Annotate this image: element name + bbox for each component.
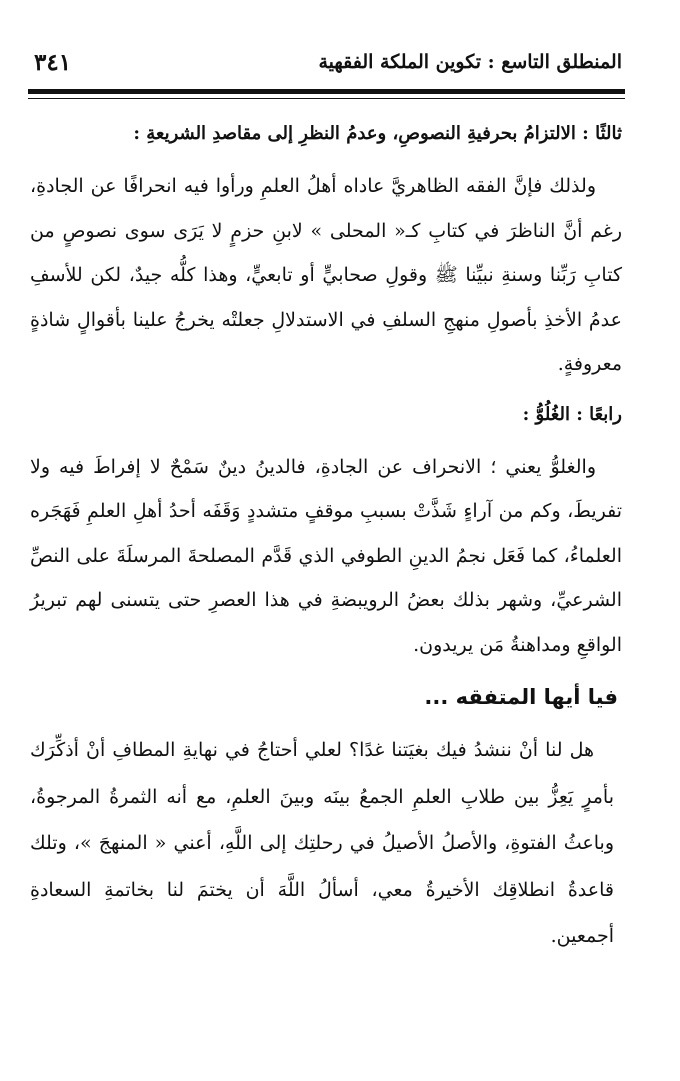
subhead-section-three: ثالثًا : الالتزامُ بحرفيةِ النصوصِ، وعدمُ النظرِ إلى مقاصدِ الشريعةِ : — [133, 123, 622, 144]
closing-heading: فيا أيها المتفقه ... — [424, 685, 618, 709]
page-number: ٣٤١ — [34, 48, 72, 76]
closing-paragraph: هل لنا أنْ ننشدُ فيك بغيَتنا غدًا؟ لعلي أحتاجُ في نهايةِ المطافِ أنْ أذكِّرَك بأمرٍ يَعِزُّ بين طلابِ العلمِ الجمعُ بينَه وبينَ العلمِ، مع أنه الثمرةُ المرجوةُ، وباعثُ الفتوةِ، والأصلُ الأصيلُ في رحلتِك إلى اللَّهِ، أعني « المنهجَ »، وتلك قاعدةُ انطلاقِك الأخيرةُ معي، أسألُ اللَّهَ أن يختمَ لنا بخاتمةِ السعادةِ أجمعين. — [30, 739, 614, 947]
running-header — [34, 44, 622, 80]
paragraph-section-four: والغلوُّ يعني ؛ الانحراف عن الجادةِ، فالدينُ دينٌ سَمْحٌ لا إفراطَ فيه ولا تفريطَ، وكم من آراءٍ شَذَّتْ بسببِ موقفٍ متشددٍ وَقَفَه أحدُ أهلِ العلمِ فَهَجَره العلماءُ، كما فَعَل نجمُ الدينِ الطوفي الذي قَدَّم المصلحةَ المرسلَةَ على النصِّ الشرعيِّ، وشهر بذلك بعضُ الرويبضةِ في هذا العصرِ حتى يتسنى لهم تبريرُ الواقعِ ومداهنةُ مَن يريدون. — [30, 455, 623, 656]
subhead-section-four: رابعًا : الغُلُوُّ : — [522, 403, 622, 425]
page-body — [30, 116, 622, 960]
paragraph-section-three: ولذلك فإنَّ الفقه الظاهريَّ عاداه أهلُ العلمِ ورأوا فيه انحرافًا عن الجادةِ، رغم أنَّ الناظرَ في كتابِ كـ« المحلى » لابنِ حزمٍ لا يَرَى سوى نصوصٍ من كتابِ رَبِّنا وسنةِ نبيِّنا ﷺ وقولِ صحابيٍّ أو تابعيٍّ، وهذا كلُّه جيدٌ، لكن للأسفِ عدمُ الأخذِ بأصولِ منهجِ السلفِ في الاستدلالِ جعلتْه يخرجُ علينا بأقوالٍ شاذةٍ معروفةٍ. — [30, 175, 622, 375]
header-rule-thin — [28, 98, 625, 99]
header-rule-thick — [28, 89, 625, 94]
running-title: المنطلق التاسع : تكوين الملكة الفقهية — [318, 51, 622, 73]
